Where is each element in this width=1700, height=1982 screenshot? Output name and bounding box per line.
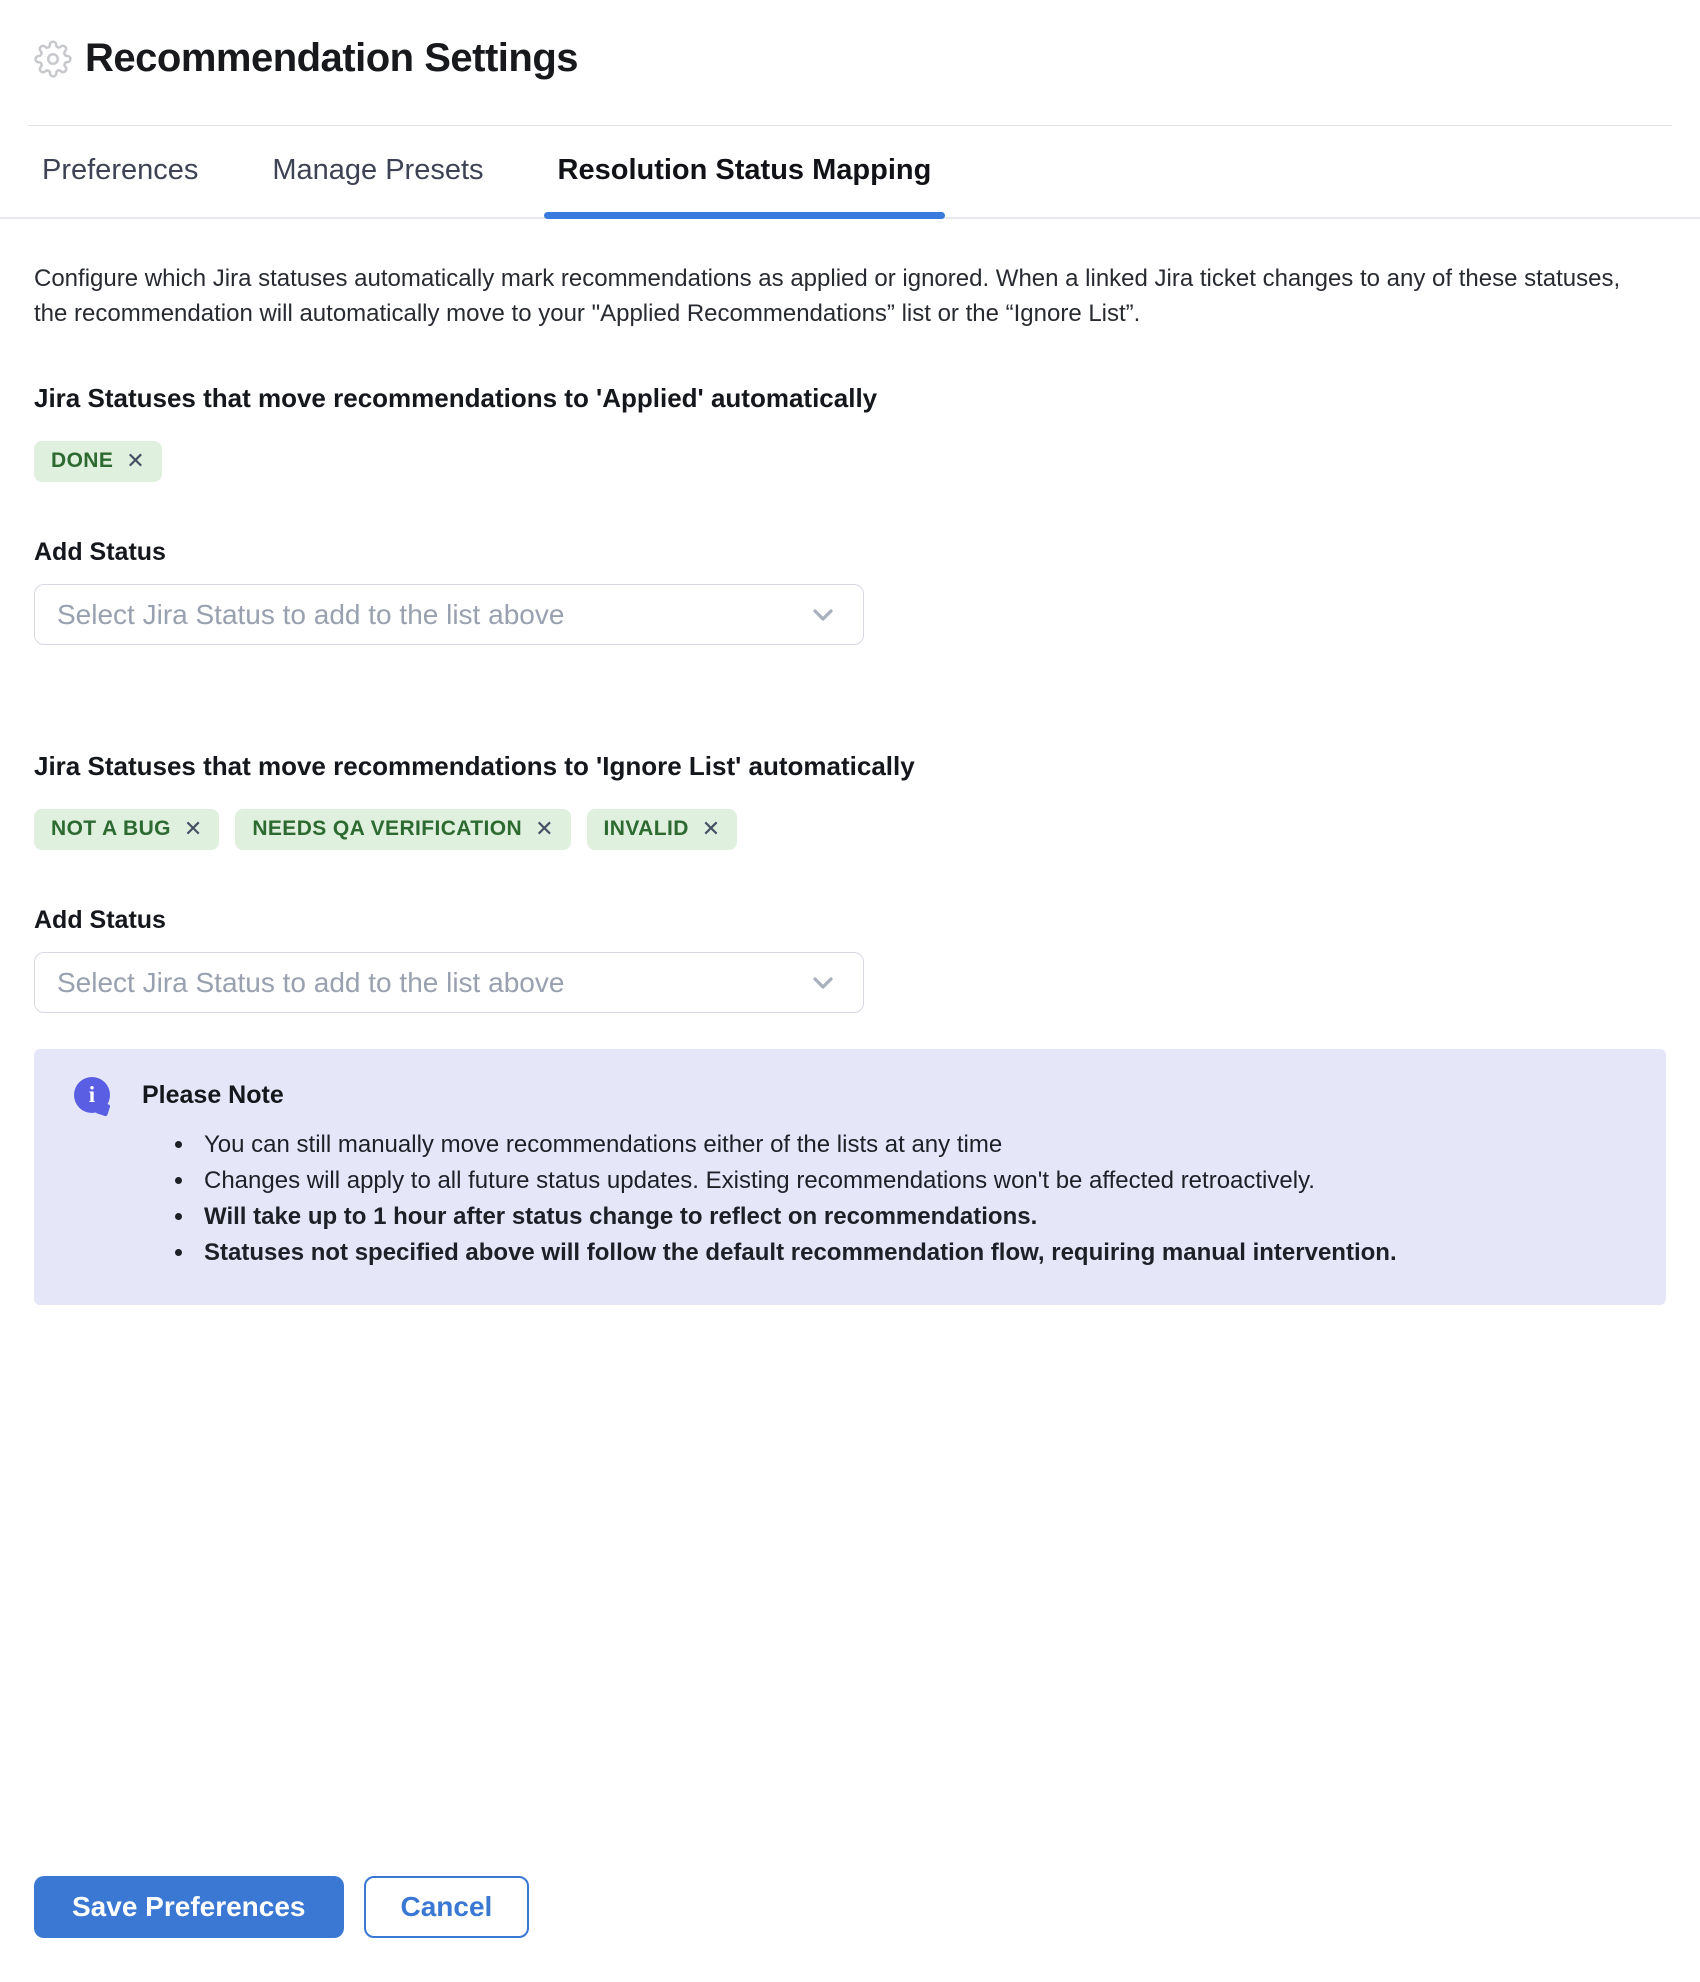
status-tag-done bbox=[34, 441, 162, 482]
tab-bar bbox=[0, 126, 1700, 219]
info-icon-glyph: i bbox=[88, 1082, 96, 1107]
note-bullet: • Statuses not specified above will follow the default recommendation flow, requiring manual intervention. bbox=[196, 1235, 1626, 1271]
tab-manage-presets[interactable]: Manage Presets bbox=[272, 154, 484, 186]
page-title: Recommendation Settings bbox=[85, 36, 579, 80]
ignore-status-select[interactable] bbox=[34, 952, 864, 1013]
tab-resolution-status-mapping[interactable]: Resolution Status Mapping bbox=[544, 126, 946, 217]
save-preferences-button[interactable]: Save Preferences bbox=[34, 1876, 344, 1938]
note-header bbox=[74, 1077, 1626, 1113]
add-status-label: Add Status bbox=[34, 538, 166, 566]
remove-status-icon[interactable]: ✕ bbox=[183, 816, 203, 841]
status-tag-not-a-bug bbox=[34, 809, 219, 850]
note-bullet-list bbox=[196, 1127, 1626, 1271]
applied-statuses-section bbox=[34, 383, 1666, 645]
applied-status-select[interactable] bbox=[34, 584, 864, 645]
page-header bbox=[0, 0, 1700, 81]
status-tag-needs-qa-verification bbox=[235, 809, 570, 850]
remove-status-icon[interactable]: ✕ bbox=[126, 448, 145, 473]
select-placeholder: Select Jira Status to add to the list above bbox=[57, 598, 565, 630]
info-icon bbox=[74, 1077, 110, 1113]
status-tag-label: NOT A BUG bbox=[51, 817, 171, 840]
ignore-status-tag-row bbox=[34, 809, 1666, 850]
note-bullet: • Changes will apply to all future status updates. Existing recommendations won't be affected retroactively. bbox=[196, 1163, 1626, 1199]
status-tag-invalid bbox=[587, 809, 738, 850]
ignore-statuses-section bbox=[34, 751, 1666, 1013]
remove-status-icon[interactable]: ✕ bbox=[701, 816, 721, 841]
status-tag-label: DONE bbox=[51, 449, 114, 472]
ignore-section-heading: Jira Statuses that move recommendations to 'Ignore List' automatically bbox=[34, 751, 915, 781]
description-text: Configure which Jira statuses automatically mark recommendations as applied or ignored. When a linked Jira ticket changes to any of these statuses, the recommendation will automatically move to your "Applied Recommendations” list or the “Ignore List”. bbox=[34, 265, 1621, 327]
chevron-down-icon bbox=[807, 967, 839, 999]
applied-status-tag-row bbox=[34, 441, 1666, 482]
note-bullet: • You can still manually move recommendations either of the lists at any time bbox=[196, 1127, 1626, 1163]
add-status-label: Add Status bbox=[34, 906, 166, 934]
gear-icon bbox=[34, 40, 72, 78]
cancel-button[interactable]: Cancel bbox=[364, 1876, 530, 1938]
chevron-down-icon bbox=[807, 599, 839, 631]
note-title: Please Note bbox=[142, 1080, 284, 1109]
please-note-box bbox=[34, 1049, 1666, 1305]
remove-status-icon[interactable]: ✕ bbox=[535, 816, 554, 841]
select-placeholder: Select Jira Status to add to the list above bbox=[57, 966, 565, 998]
tab-preferences[interactable]: Preferences bbox=[42, 154, 199, 186]
footer-actions bbox=[34, 1876, 529, 1938]
main-content bbox=[0, 261, 1700, 1305]
status-tag-label: NEEDS QA VERIFICATION bbox=[252, 817, 523, 840]
note-bullet: • Will take up to 1 hour after status change to reflect on recommendations. bbox=[196, 1199, 1626, 1235]
status-tag-label: INVALID bbox=[603, 817, 689, 840]
applied-section-heading: Jira Statuses that move recommendations to 'Applied' automatically bbox=[34, 383, 878, 413]
